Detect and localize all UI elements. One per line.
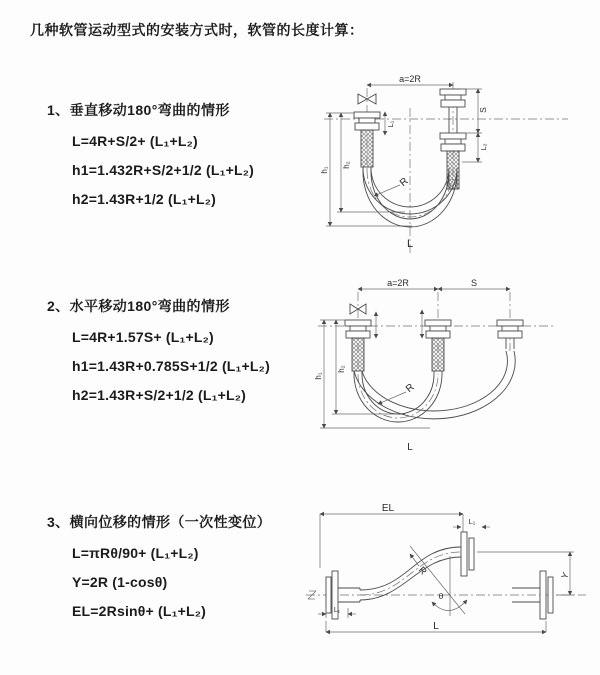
diagram-horizontal-180-bend xyxy=(310,276,582,462)
formula-l: L=πRθ/90+ (L₁+L₂) xyxy=(72,545,199,561)
right-flange xyxy=(497,320,523,338)
radius-label: R xyxy=(398,175,411,189)
dim-label-height-inner: h₂ xyxy=(337,365,346,373)
dim-label-conn-left: L₁ xyxy=(333,607,341,614)
diagram-lateral-displacement xyxy=(298,500,594,648)
formula-el: EL=2Rsinθ+ (L₁+L₂) xyxy=(72,603,207,619)
dim-label-offset-y: Y xyxy=(559,570,571,581)
dim-label-height-inner: h₂ xyxy=(342,161,351,169)
length-label: L xyxy=(407,442,413,453)
formula-h1: h1=1.432R+S/2+1/2 (L₁+L₂) xyxy=(72,162,254,178)
dim-label-conn-right: L₂ xyxy=(479,143,488,151)
length-label: L xyxy=(406,238,414,250)
section-3-heading: 3、横向位移的情形（一次性变位） xyxy=(47,514,272,530)
formula-l: L=4R+1.57S+ (L₁+L₂) xyxy=(72,329,214,345)
left-braid-section xyxy=(361,130,373,167)
length-label: L xyxy=(433,621,439,632)
dim-label-stroke: S xyxy=(470,278,478,288)
dim-label-span: EL xyxy=(381,503,395,514)
formula-y: Y=2R (1-cosθ) xyxy=(72,574,168,590)
section-2-heading: 2、水平移动180°弯曲的情形 xyxy=(47,298,230,314)
mid-flange xyxy=(425,320,451,338)
section-1-heading: 1、垂直移动180°弯曲的情形 xyxy=(47,102,230,118)
angle-label: θ xyxy=(438,591,444,601)
dim-label-span: a=2R xyxy=(399,74,421,84)
section-horizontal-movement xyxy=(47,296,327,403)
formula-l: L=4R+S/2+ (L₁+L₂) xyxy=(72,133,198,149)
section-vertical-movement xyxy=(47,100,327,207)
mid-braid-section xyxy=(432,338,444,371)
right-lower-flange xyxy=(440,133,466,151)
right-upper-flange xyxy=(440,89,466,107)
page-title: 几种软管运动型式的安装方式时，软管的长度计算： xyxy=(30,22,364,38)
formula-h1: h1=1.43R+0.785S+1/2 (L₁+L₂) xyxy=(72,358,270,374)
left-braid-section xyxy=(352,338,364,371)
dim-label-stroke: S xyxy=(478,107,488,113)
dim-label-span: a=2R xyxy=(387,278,409,288)
dim-label-conn-left: L₁ xyxy=(386,120,395,128)
dim-label-height-outer: h₁ xyxy=(320,166,329,174)
upper-right-flange xyxy=(461,532,474,576)
dim-label-conn-top: L₁ xyxy=(468,517,476,526)
left-flange xyxy=(354,112,380,130)
dim-label-height-outer: h₁ xyxy=(314,372,323,380)
diagram-vertical-180-bend xyxy=(310,72,582,258)
left-flange xyxy=(345,320,371,338)
radius-label: R xyxy=(404,381,417,395)
radius-label: R xyxy=(415,564,429,578)
formula-h2: h2=1.43R+1/2 (L₁+L₂) xyxy=(72,191,217,207)
section-lateral-displacement xyxy=(47,512,327,619)
formula-h2: h2=1.43R+S/2+1/2 (L₁+L₂) xyxy=(72,387,247,403)
